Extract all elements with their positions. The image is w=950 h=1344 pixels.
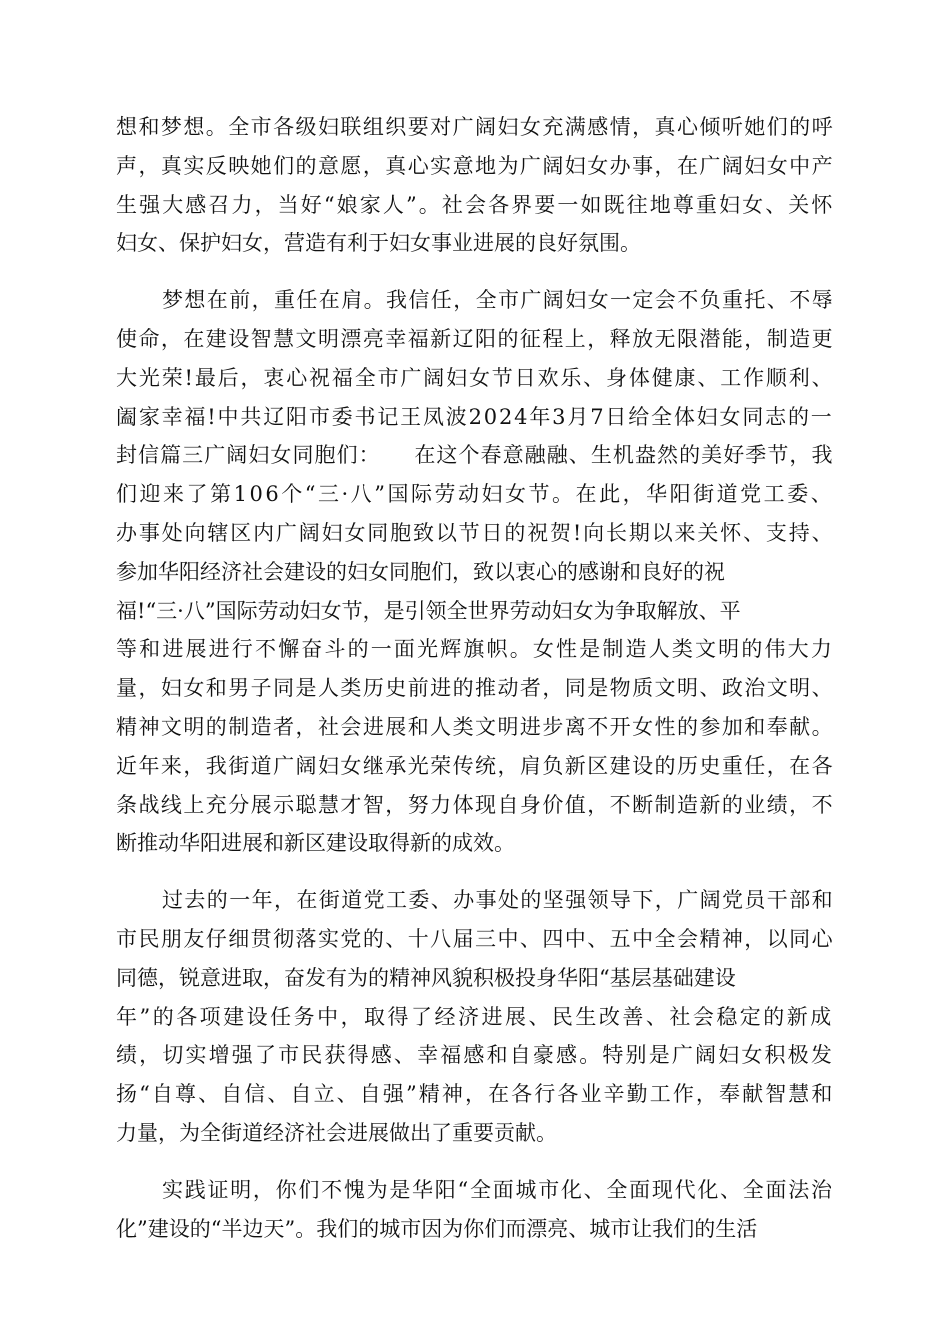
paragraph-4 bbox=[116, 1171, 834, 1249]
text-line: 化”建设的“半边天”。我们的城市因为你们而漂亮、城市让我们的生活 bbox=[116, 1216, 758, 1241]
text-line: 条战线上充分展示聪慧才智，努力体现自身价值，不断制造新的业绩，不 bbox=[116, 792, 835, 817]
text-line: 精神文明的制造者，社会进展和人类文明进步离不开女性的参加和奉献。 bbox=[116, 714, 835, 739]
text-line: 大光荣!最后，衷心祝福全市广阔妇女节日欢乐、身体健康、工作顺利、 bbox=[116, 365, 835, 390]
text-line: 实践证明，你们不愧为是华阳“全面城市化、全面现代化、全面法治 bbox=[162, 1177, 834, 1202]
text-line: 参加华阳经济社会建设的妇女同胞们，致以衷心的感谢和良好的祝 bbox=[116, 559, 725, 584]
text-line: 过去的一年，在街道党工委、办事处的坚强领导下，广阔党员干部和 bbox=[162, 888, 834, 913]
text-line: 们迎来了第106个“三·八”国际劳动妇女节。在此，华阳街道党工委、 bbox=[116, 482, 835, 507]
text-line: 生强大感召力，当好“娘家人”。社会各界要一如既往地尊重妇女、关怀 bbox=[116, 192, 835, 217]
text-line: 扬“自尊、自信、自立、自强”精神，在各行各业辛勤工作，奉献智慧和 bbox=[116, 1082, 835, 1107]
text-line: 声，真实反映她们的意愿，真心实意地为广阔妇女办事，在广阔妇女中产 bbox=[116, 153, 835, 178]
text-line: 福!“三·八”国际劳动妇女节，是引领全世界劳动妇女为争取解放、平 bbox=[116, 598, 741, 623]
text-line: 妇女、保护妇女，营造有利于妇女事业进展的良好氛围。 bbox=[116, 231, 641, 256]
text-line: 市民朋友仔细贯彻落实党的、十八届三中、四中、五中全会精神，以同心 bbox=[116, 926, 835, 951]
text-line: 绩，切实增强了市民获得感、幸福感和自豪感。特别是广阔妇女积极发 bbox=[116, 1043, 834, 1068]
text-line: 等和进展进行不懈奋斗的一面光辉旗帜。女性是制造人类文明的伟大力 bbox=[116, 637, 834, 662]
text-line: 同德，锐意进取，奋发有为的精神风貌积极投身华阳“基层基础建设 bbox=[116, 965, 736, 990]
text-line: 使命，在建设智慧文明漂亮幸福新辽阳的征程上，释放无限潜能，制造更 bbox=[116, 326, 835, 351]
text-line: 梦想在前，重任在肩。我信任，全市广阔妇女一定会不负重托、不辱 bbox=[162, 288, 834, 313]
text-line: 阖家幸福!中共辽阳市委书记王凤波2024年3月7日给全体妇女同志的一 bbox=[116, 404, 834, 429]
text-line: 办事处向辖区内广阔妇女同胞致以节日的祝贺!向长期以来关怀、支持、 bbox=[116, 520, 835, 545]
text-line: 年”的各项建设任务中，取得了经济进展、民生改善、社会稳定的新成 bbox=[116, 1004, 834, 1029]
text-line: 近年来，我街道广阔妇女继承光荣传统，肩负新区建设的历史重任，在各 bbox=[116, 753, 835, 778]
text-line: 断推动华阳进展和新区建设取得新的成效。 bbox=[116, 831, 515, 856]
text-line: 量，妇女和男子同是人类历史前进的推动者，同是物质文明、政治文明、 bbox=[116, 676, 835, 701]
paragraph-3 bbox=[116, 881, 834, 1153]
text-line: 力量，为全街道经济社会进展做出了重要贡献。 bbox=[116, 1120, 557, 1145]
text-line: 想和梦想。全市各级妇联组织要对广阔妇女充满感情，真心倾听她们的呼 bbox=[116, 115, 835, 139]
paragraph-1 bbox=[116, 108, 834, 263]
text-line: 封信篇三广阔妇女同胞们： 在这个春意融融、生机盎然的美好季节，我 bbox=[116, 443, 834, 468]
paragraph-2 bbox=[116, 281, 834, 863]
document-body bbox=[116, 108, 834, 1266]
